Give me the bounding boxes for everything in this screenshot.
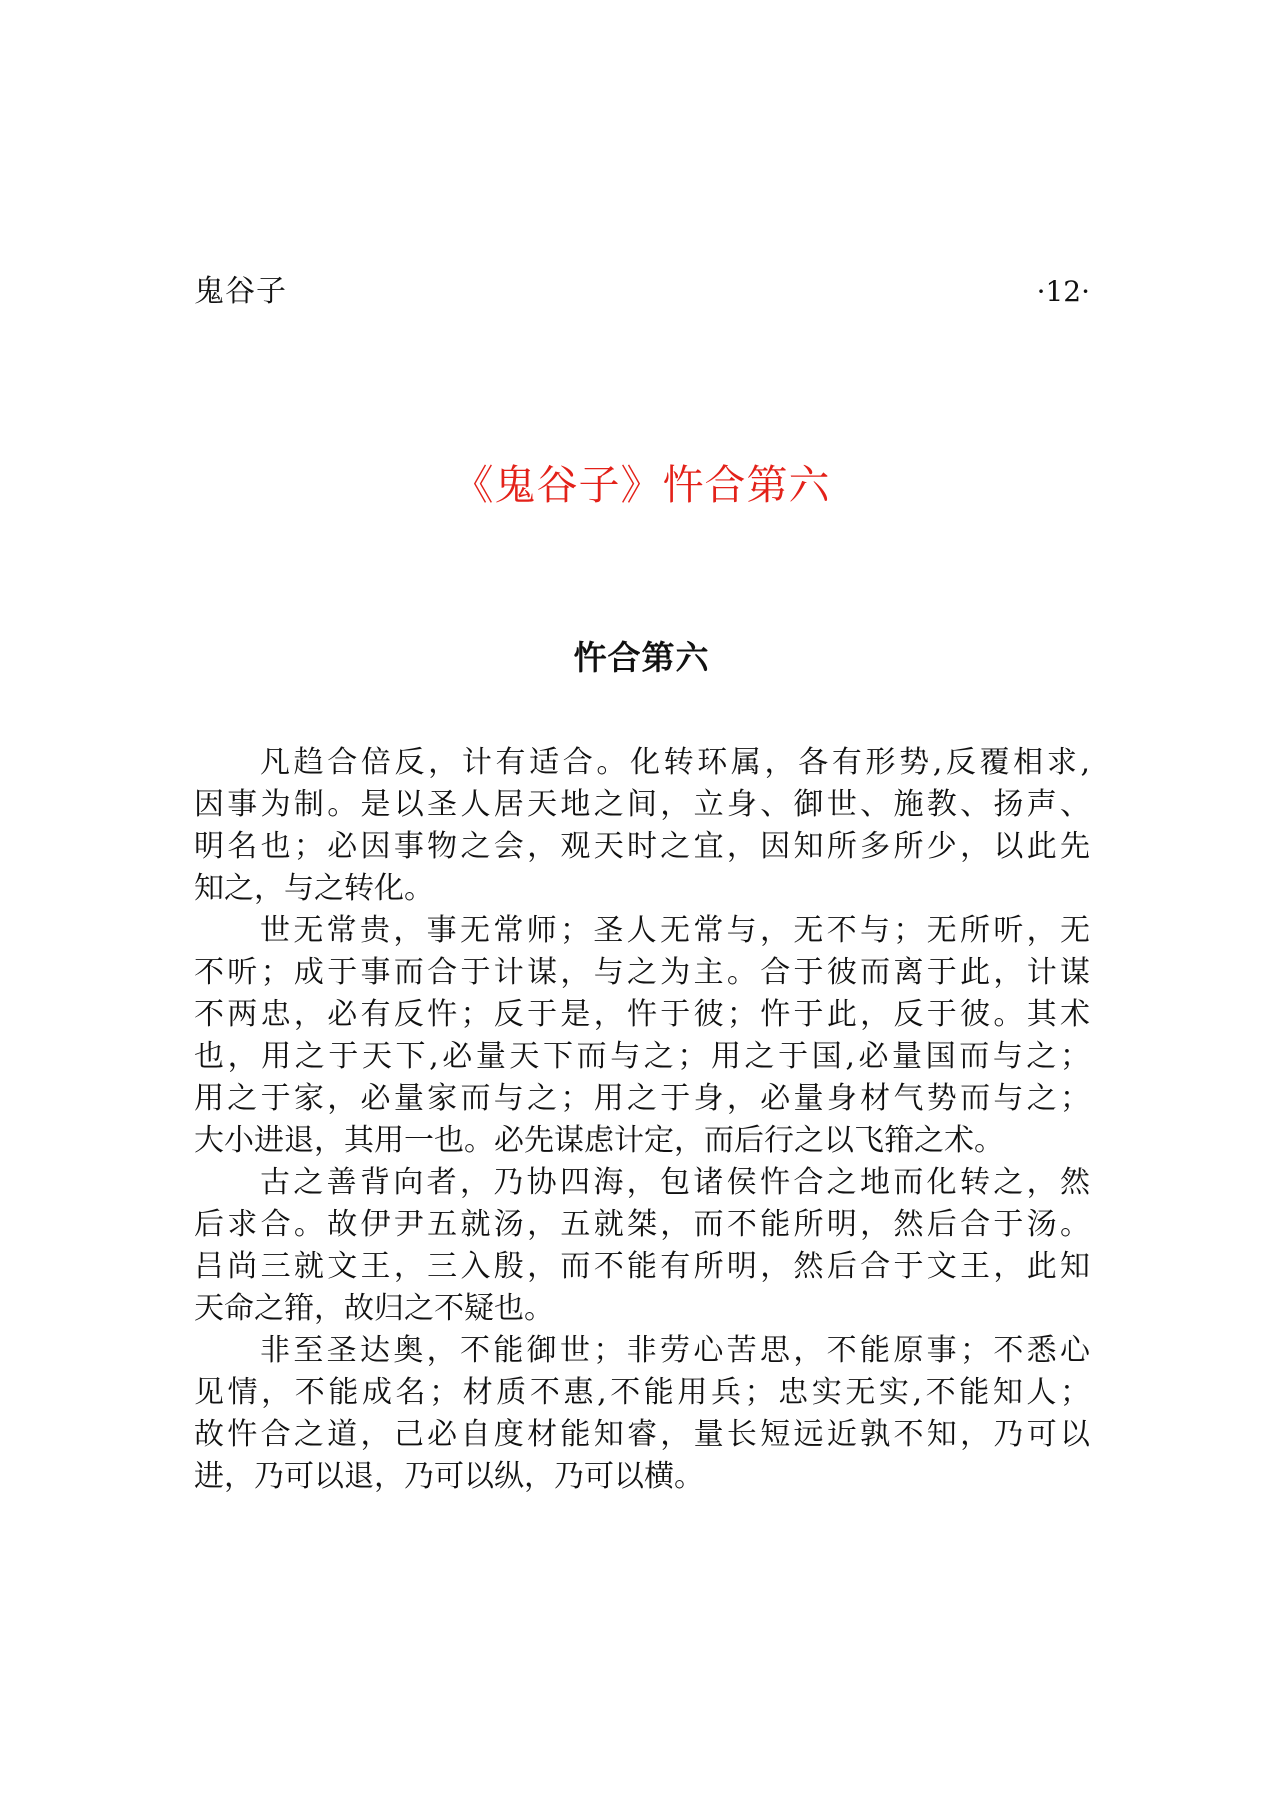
text-line: 也，用之于天下,必量天下而与之；用之于国,必量国而与之； <box>194 1039 1090 1074</box>
text-line: 大小进退，其用一也。必先谋虑计定，而后行之以飞箝之术。 <box>194 1123 1004 1158</box>
text-line: 世无常贵，事无常师；圣人无常与，无不与；无所听，无 <box>260 913 1090 948</box>
text-line: 凡趋合倍反，计有适合。化转环属，各有形势,反覆相求, <box>260 745 1090 780</box>
paragraph-3 <box>194 1162 1090 1330</box>
text-line: 古之善背向者，乃协四海，包诸侯忤合之地而化转之，然 <box>260 1165 1090 1200</box>
paragraph-2 <box>194 910 1090 1162</box>
text-line: 吕尚三就文王，三入殷，而不能有所明，然后合于文王，此知 <box>194 1249 1090 1284</box>
text-line: 天命之箝，故归之不疑也。 <box>194 1291 554 1326</box>
section-title: 忤合第六 <box>573 638 710 677</box>
text-line: 见情，不能成名；材质不惠,不能用兵；忠实无实,不能知人； <box>194 1375 1090 1410</box>
page-number: ·12· <box>1036 275 1090 308</box>
paragraph-4 <box>194 1330 1090 1498</box>
text-line: 不听；成于事而合于计谋，与之为主。合于彼而离于此，计谋 <box>194 955 1090 990</box>
text-line: 不两忠，必有反忤；反于是，忤于彼；忤于此，反于彼。其术 <box>194 997 1090 1032</box>
text-line: 非至圣达奥，不能御世；非劳心苦思，不能原事；不悉心 <box>260 1333 1090 1368</box>
text-line: 用之于家，必量家而与之；用之于身，必量身材气势而与之； <box>194 1081 1090 1116</box>
text-line: 明名也；必因事物之会，观天时之宜，因知所多所少，以此先 <box>194 829 1090 864</box>
text-line: 故忤合之道，己必自度材能知睿，量长短远近孰不知，乃可以 <box>194 1417 1090 1452</box>
text-line: 进，乃可以退，乃可以纵，乃可以横。 <box>194 1459 704 1494</box>
paragraph-1 <box>194 742 1090 910</box>
text-line: 后求合。故伊尹五就汤，五就桀，而不能所明，然后合于汤。 <box>194 1207 1090 1242</box>
chapter-main-title: 《鬼谷子》忤合第六 <box>452 461 831 509</box>
body-text <box>194 742 1090 1498</box>
running-header <box>194 270 1090 314</box>
book-title: 鬼谷子 <box>194 274 287 309</box>
text-line: 知之，与之转化。 <box>194 871 434 906</box>
text-line: 因事为制。是以圣人居天地之间，立身、御世、施教、扬声、 <box>194 787 1090 822</box>
